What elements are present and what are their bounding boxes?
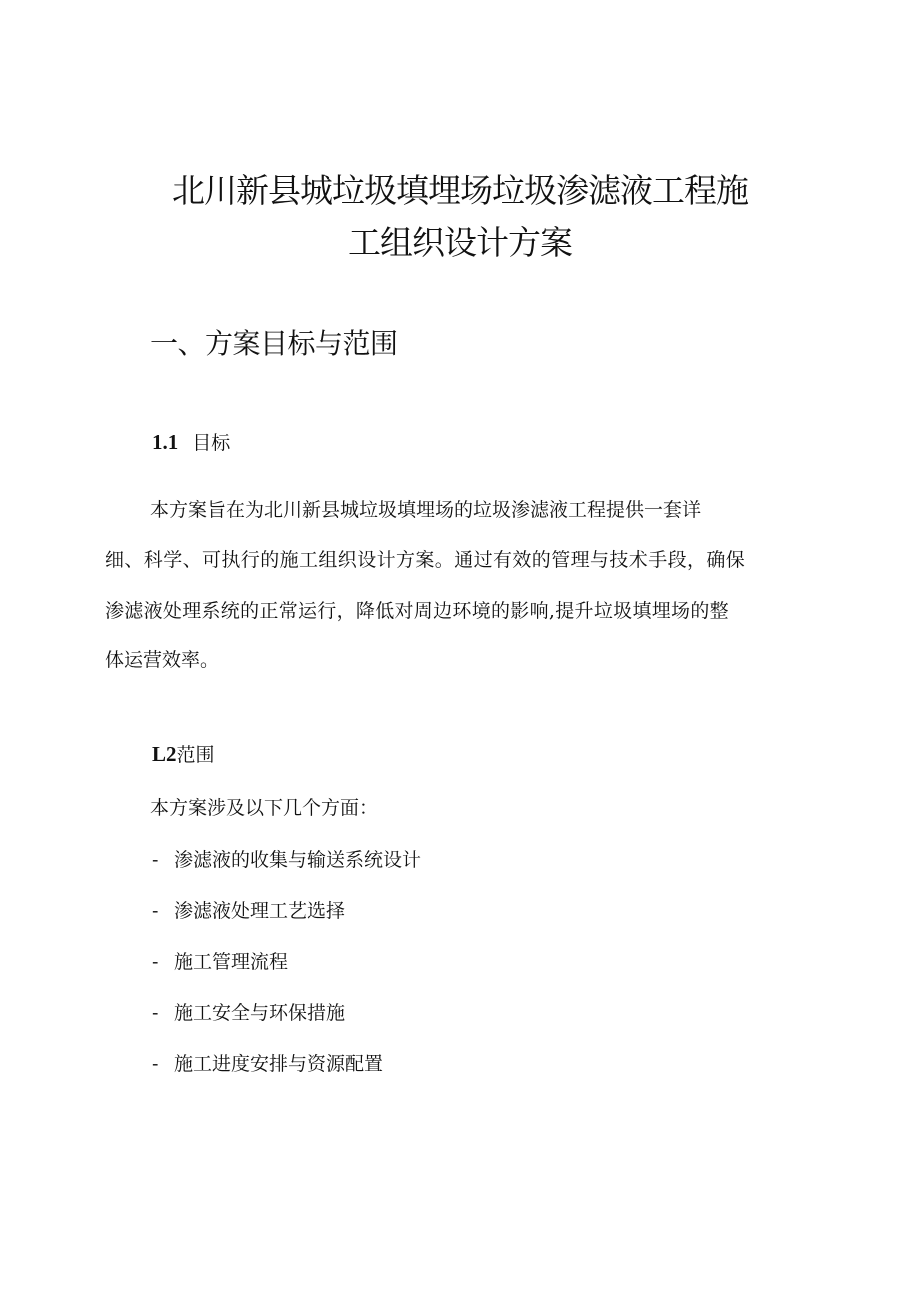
list-item [152, 845, 421, 872]
list-marker: - [152, 849, 159, 871]
list-item-text: 施工管理流程 [174, 951, 289, 973]
list-item [152, 896, 345, 923]
subheading-scope-label: 范围 [176, 744, 215, 766]
section-heading: 一、方案目标与范围 [150, 327, 398, 360]
list-marker: - [152, 900, 159, 922]
document-title-line-2: 工组织设计方案 [348, 223, 572, 262]
list-item-text: 施工进度安排与资源配置 [174, 1053, 384, 1075]
list-item-text: 施工安全与环保措施 [174, 1002, 346, 1024]
list-marker: - [152, 1053, 159, 1075]
list-item-text: 渗滤液的收集与输送系统设计 [174, 849, 422, 871]
subheading-goal-label: 目标 [192, 432, 231, 454]
list-item [152, 947, 288, 974]
goal-paragraph-line-3: 渗滤液处理系统的正常运行，降低对周边环境的影响,提升垃圾填埋场的整 [105, 600, 729, 622]
list-item [152, 1049, 383, 1076]
scope-intro: 本方案涉及以下几个方面： [150, 797, 379, 819]
subheading-scope [152, 740, 215, 767]
subheading-scope-number: L2 [152, 742, 177, 766]
goal-paragraph-line-4: 体运营效率。 [105, 649, 220, 671]
goal-paragraph-line-2: 细、科学、可执行的施工组织设计方案。通过有效的管理与技术手段，确保 [105, 549, 746, 571]
goal-paragraph-line-1: 本方案旨在为北川新县城垃圾填埋场的垃圾渗滤液工程提供一套详 [150, 499, 702, 521]
subheading-goal [152, 428, 230, 455]
list-marker: - [152, 1002, 159, 1024]
list-item-text: 渗滤液处理工艺选择 [174, 900, 346, 922]
subheading-goal-number: 1.1 [152, 430, 179, 454]
document-title-line-1: 北川新县城垃圾填埋场垃圾渗滤液工程施 [172, 171, 748, 210]
list-marker: - [152, 951, 159, 973]
list-item [152, 998, 345, 1025]
